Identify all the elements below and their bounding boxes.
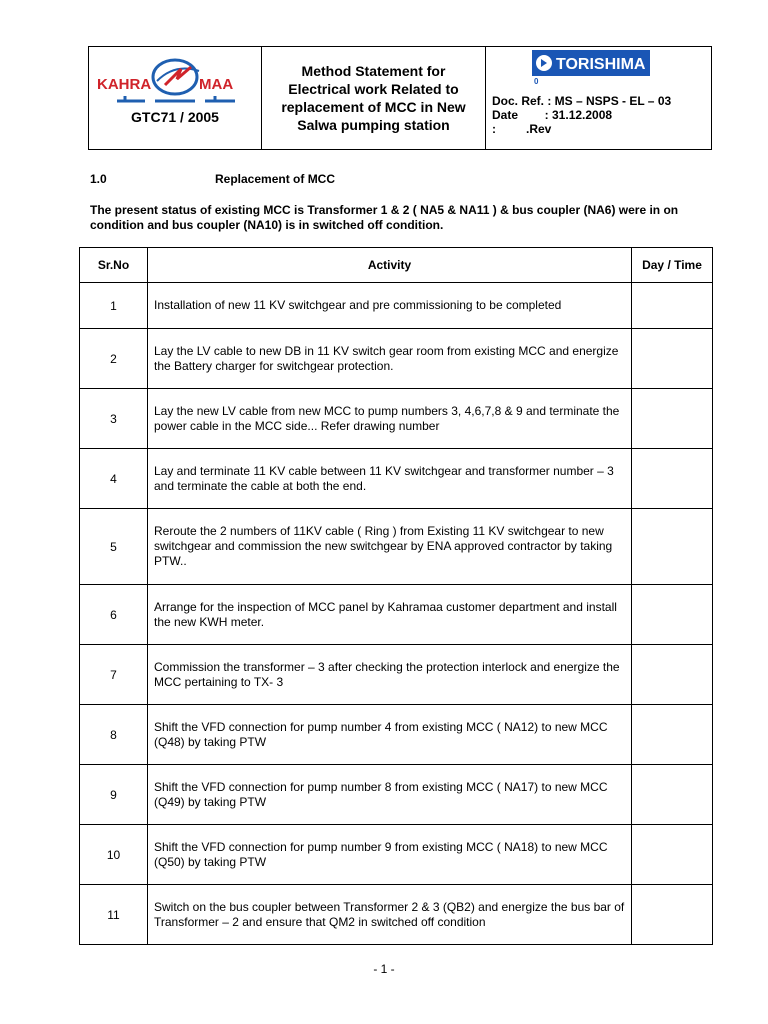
doc-rev: : .Rev — [492, 122, 552, 136]
row-day-time — [632, 825, 713, 885]
row-activity: Lay and terminate 11 KV cable between 11 KV switchgear and transformer number – 3 and terminate the cable at both the end. — [148, 449, 632, 509]
row-day-time — [632, 705, 713, 765]
kahramaa-logo-text-a: KAHRA — [97, 76, 152, 93]
row-srno: 5 — [80, 509, 148, 585]
table-row — [80, 329, 713, 389]
row-srno: 9 — [80, 765, 148, 825]
page-number: - 1 - — [373, 962, 395, 976]
table-row — [80, 645, 713, 705]
kahramaa-logo-cell — [89, 47, 262, 149]
row-srno: 1 — [80, 283, 148, 329]
intro-paragraph: The present status of existing MCC is Transformer 1 & 2 ( NA5 & NA11 ) & bus coupler (NA6) were in on condition and bus coupler (NA10) is in switched off condition. — [90, 203, 679, 232]
row-day-time — [632, 885, 713, 945]
row-day-time — [632, 449, 713, 509]
row-activity: Shift the VFD connection for pump number 4 from existing MCC ( NA12) to new MCC (Q48) by taking PTW — [148, 705, 632, 765]
row-activity: Lay the LV cable to new DB in 11 KV switch gear room from existing MCC and energize the Battery charger for switchgear protection. — [148, 329, 632, 389]
row-activity: Installation of new 11 KV switchgear and pre commissioning to be completed — [148, 283, 632, 329]
row-srno: 11 — [80, 885, 148, 945]
row-day-time — [632, 509, 713, 585]
doc-date: Date : 31.12.2008 — [492, 108, 613, 122]
row-activity: Lay the new LV cable from new MCC to pump numbers 3, 4,6,7,8 & 9 and terminate the power cable in the MCC side... Refer drawing number — [148, 389, 632, 449]
section-number: 1.0 — [90, 172, 107, 186]
table-row — [80, 283, 713, 329]
row-activity: Shift the VFD connection for pump number 8 from existing MCC ( NA17) to new MCC (Q49) by taking PTW — [148, 765, 632, 825]
row-activity: Shift the VFD connection for pump number 9 from existing MCC ( NA18) to new MCC (Q50) by taking PTW — [148, 825, 632, 885]
table-row — [80, 705, 713, 765]
header-day-time: Day / Time — [632, 248, 713, 283]
table-row — [80, 825, 713, 885]
row-srno: 6 — [80, 585, 148, 645]
header-activity: Activity — [148, 248, 632, 283]
doc-ref: Doc. Ref. : MS – NSPS - EL – 03 — [492, 94, 672, 108]
table-row — [80, 885, 713, 945]
torishima-logo-text: TORISHIMA — [556, 56, 646, 73]
table-header-row — [80, 248, 713, 283]
row-srno: 2 — [80, 329, 148, 389]
title-cell — [262, 47, 486, 149]
table-row — [80, 389, 713, 449]
row-activity: Arrange for the inspection of MCC panel by Kahramaa customer department and install the new KWH meter. — [148, 585, 632, 645]
row-srno: 7 — [80, 645, 148, 705]
kahramaa-logo-text-b: MAA — [199, 76, 234, 93]
table-row — [80, 765, 713, 825]
document-header — [88, 46, 712, 150]
kahramaa-logo — [95, 55, 255, 105]
row-day-time — [632, 329, 713, 389]
row-srno: 10 — [80, 825, 148, 885]
row-activity: Switch on the bus coupler between Transformer 2 & 3 (QB2) and energize the bus bar of Transformer – 2 and ensure that QM2 in switched off condition — [148, 885, 632, 945]
document-title: Method Statement for Electrical work Related to replacement of MCC in New Salwa pumping station — [281, 63, 466, 133]
table-row — [80, 449, 713, 509]
row-srno: 3 — [80, 389, 148, 449]
activity-table — [79, 247, 713, 945]
row-srno: 8 — [80, 705, 148, 765]
doc-info-cell — [486, 47, 711, 149]
torishima-subtext: 0 — [534, 77, 539, 86]
document-code: GTC71 / 2005 — [131, 109, 219, 125]
row-activity: Commission the transformer – 3 after checking the protection interlock and energize the MCC pertaining to TX- 3 — [148, 645, 632, 705]
row-day-time — [632, 765, 713, 825]
table-row — [80, 509, 713, 585]
document-reference-block — [492, 94, 671, 136]
header-srno: Sr.No — [80, 248, 148, 283]
section-title: Replacement of MCC — [215, 172, 336, 186]
row-day-time — [632, 585, 713, 645]
row-activity: Reroute the 2 numbers of 11KV cable ( Ring ) from Existing 11 KV switchgear to new switchgear and commission the new switchgear by ENA approved contractor by taking PTW.. — [148, 509, 632, 585]
table-row — [80, 585, 713, 645]
row-srno: 4 — [80, 449, 148, 509]
row-day-time — [632, 389, 713, 449]
row-day-time — [632, 283, 713, 329]
torishima-logo — [532, 50, 650, 76]
row-day-time — [632, 645, 713, 705]
